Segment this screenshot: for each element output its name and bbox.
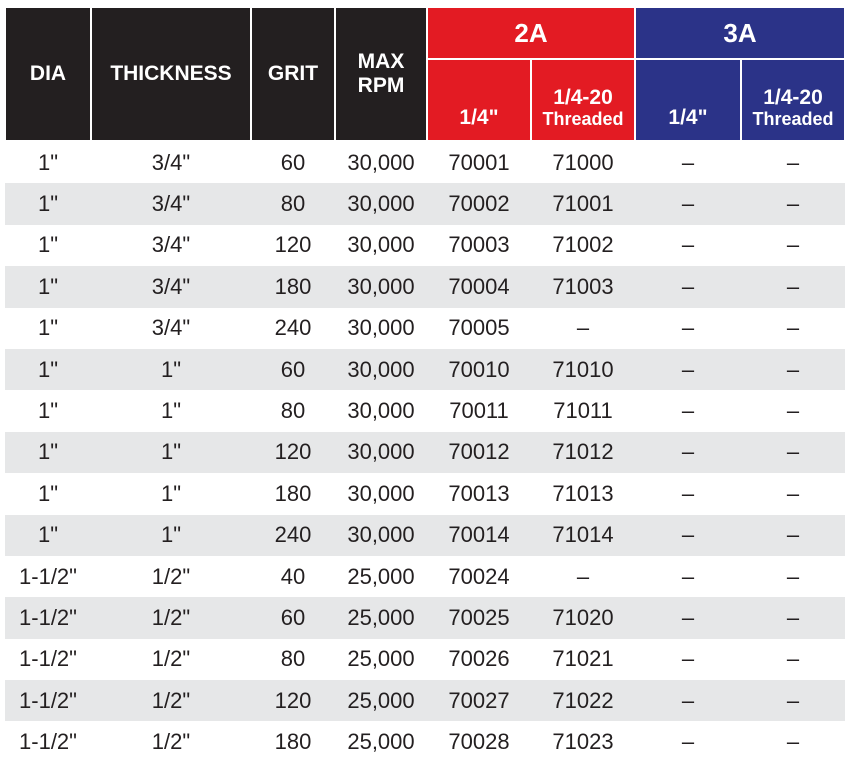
cell-2a-threaded: 71023 [531, 721, 635, 762]
header-max-rpm [335, 7, 427, 141]
cell-3a-quarter: – [635, 183, 741, 224]
cell-grit: 60 [251, 141, 335, 183]
cell-rpm: 25,000 [335, 639, 427, 680]
cell-3a-quarter: – [635, 266, 741, 307]
cell-2a-threaded: 71001 [531, 183, 635, 224]
cell-grit: 120 [251, 680, 335, 721]
cell-rpm: 30,000 [335, 266, 427, 307]
cell-thickness: 1/2" [91, 721, 251, 762]
header-thickness: THICKNESS [91, 7, 251, 141]
cell-3a-threaded: – [741, 515, 845, 556]
cell-rpm: 30,000 [335, 225, 427, 266]
cell-3a-threaded: – [741, 432, 845, 473]
cell-rpm: 25,000 [335, 597, 427, 638]
cell-3a-threaded: – [741, 556, 845, 597]
cell-grit: 60 [251, 597, 335, 638]
cell-rpm: 30,000 [335, 183, 427, 224]
cell-grit: 80 [251, 639, 335, 680]
header-2a-threaded-line2: Threaded [542, 109, 624, 129]
cell-3a-quarter: – [635, 390, 741, 431]
cell-grit: 60 [251, 349, 335, 390]
table-body [5, 141, 845, 763]
cell-rpm: 30,000 [335, 308, 427, 349]
cell-rpm: 30,000 [335, 432, 427, 473]
table-row [5, 432, 845, 473]
cell-2a-quarter: 70012 [427, 432, 531, 473]
cell-3a-quarter: – [635, 141, 741, 183]
cell-dia: 1" [5, 349, 91, 390]
cell-3a-quarter: – [635, 308, 741, 349]
cell-thickness: 1/2" [91, 597, 251, 638]
cell-2a-quarter: 70028 [427, 721, 531, 762]
cell-2a-quarter: 70026 [427, 639, 531, 680]
cell-2a-quarter: 70002 [427, 183, 531, 224]
header-dia: DIA [5, 7, 91, 141]
cell-2a-quarter: 70013 [427, 473, 531, 514]
header-max-rpm-line2: RPM [357, 74, 405, 97]
cell-3a-threaded: – [741, 597, 845, 638]
cell-dia: 1-1/2" [5, 597, 91, 638]
cell-2a-threaded: – [531, 556, 635, 597]
cell-grit: 80 [251, 390, 335, 431]
cell-2a-threaded: 71014 [531, 515, 635, 556]
cell-dia: 1" [5, 225, 91, 266]
header-3a-threaded [741, 59, 845, 141]
cell-2a-quarter: 70001 [427, 141, 531, 183]
cell-grit: 180 [251, 721, 335, 762]
header-3a-threaded-line2: Threaded [752, 109, 834, 129]
cell-2a-quarter: 70025 [427, 597, 531, 638]
cell-dia: 1" [5, 308, 91, 349]
cell-3a-quarter: – [635, 556, 741, 597]
table-row [5, 639, 845, 680]
cell-2a-threaded: 71021 [531, 639, 635, 680]
cell-dia: 1" [5, 141, 91, 183]
cell-2a-threaded: – [531, 308, 635, 349]
table-row [5, 266, 845, 307]
cell-3a-quarter: – [635, 721, 741, 762]
cell-2a-threaded: 71010 [531, 349, 635, 390]
table-row [5, 515, 845, 556]
cell-3a-quarter: – [635, 680, 741, 721]
cell-dia: 1" [5, 390, 91, 431]
cell-thickness: 3/4" [91, 183, 251, 224]
table-row [5, 390, 845, 431]
table-row [5, 680, 845, 721]
cell-dia: 1-1/2" [5, 721, 91, 762]
cell-thickness: 1" [91, 473, 251, 514]
cell-thickness: 3/4" [91, 308, 251, 349]
cell-dia: 1-1/2" [5, 639, 91, 680]
table-row [5, 225, 845, 266]
cell-grit: 240 [251, 515, 335, 556]
table-row [5, 141, 845, 183]
header-2a-threaded-line1: 1/4-20 [553, 86, 613, 109]
cell-rpm: 30,000 [335, 390, 427, 431]
cell-3a-quarter: – [635, 473, 741, 514]
cell-2a-quarter: 70005 [427, 308, 531, 349]
cell-grit: 240 [251, 308, 335, 349]
cell-dia: 1-1/2" [5, 680, 91, 721]
cell-2a-threaded: 71012 [531, 432, 635, 473]
cell-thickness: 1" [91, 432, 251, 473]
cell-dia: 1" [5, 473, 91, 514]
cell-rpm: 25,000 [335, 556, 427, 597]
cell-3a-threaded: – [741, 721, 845, 762]
cell-2a-threaded: 71020 [531, 597, 635, 638]
cell-2a-quarter: 70003 [427, 225, 531, 266]
cell-grit: 40 [251, 556, 335, 597]
cell-3a-quarter: – [635, 349, 741, 390]
cell-3a-threaded: – [741, 141, 845, 183]
cell-3a-threaded: – [741, 473, 845, 514]
product-spec-table [4, 6, 846, 763]
header-group-2a: 2A [427, 7, 635, 59]
cell-2a-quarter: 70011 [427, 390, 531, 431]
table-row [5, 597, 845, 638]
cell-rpm: 30,000 [335, 141, 427, 183]
cell-3a-threaded: – [741, 390, 845, 431]
cell-thickness: 1/2" [91, 639, 251, 680]
cell-thickness: 1" [91, 390, 251, 431]
cell-rpm: 30,000 [335, 473, 427, 514]
cell-thickness: 1" [91, 515, 251, 556]
cell-thickness: 3/4" [91, 266, 251, 307]
cell-2a-threaded: 71002 [531, 225, 635, 266]
cell-thickness: 3/4" [91, 225, 251, 266]
cell-rpm: 30,000 [335, 349, 427, 390]
cell-3a-threaded: – [741, 639, 845, 680]
cell-3a-threaded: – [741, 225, 845, 266]
table-row [5, 556, 845, 597]
cell-3a-quarter: – [635, 639, 741, 680]
cell-thickness: 1/2" [91, 680, 251, 721]
table-row [5, 308, 845, 349]
cell-3a-quarter: – [635, 515, 741, 556]
table-row [5, 349, 845, 390]
table-row [5, 473, 845, 514]
cell-3a-threaded: – [741, 349, 845, 390]
cell-3a-quarter: – [635, 597, 741, 638]
cell-dia: 1" [5, 515, 91, 556]
cell-rpm: 30,000 [335, 515, 427, 556]
cell-dia: 1" [5, 183, 91, 224]
cell-3a-threaded: – [741, 183, 845, 224]
cell-3a-threaded: – [741, 266, 845, 307]
cell-rpm: 25,000 [335, 680, 427, 721]
cell-thickness: 1/2" [91, 556, 251, 597]
cell-2a-quarter: 70004 [427, 266, 531, 307]
header-max-rpm-line1: MAX [357, 50, 405, 73]
cell-grit: 120 [251, 225, 335, 266]
cell-grit: 180 [251, 266, 335, 307]
cell-thickness: 1" [91, 349, 251, 390]
cell-grit: 180 [251, 473, 335, 514]
cell-2a-threaded: 71013 [531, 473, 635, 514]
cell-2a-quarter: 70014 [427, 515, 531, 556]
header-group-3a: 3A [635, 7, 845, 59]
cell-grit: 80 [251, 183, 335, 224]
table-header [5, 7, 845, 141]
header-grit: GRIT [251, 7, 335, 141]
cell-2a-threaded: 71000 [531, 141, 635, 183]
cell-dia: 1" [5, 432, 91, 473]
header-3a-threaded-line1: 1/4-20 [763, 86, 823, 109]
cell-dia: 1-1/2" [5, 556, 91, 597]
cell-2a-threaded: 71022 [531, 680, 635, 721]
cell-grit: 120 [251, 432, 335, 473]
header-3a-quarter: 1/4" [635, 59, 741, 141]
cell-2a-quarter: 70027 [427, 680, 531, 721]
cell-3a-quarter: – [635, 225, 741, 266]
header-2a-threaded [531, 59, 635, 141]
cell-rpm: 25,000 [335, 721, 427, 762]
cell-3a-quarter: – [635, 432, 741, 473]
table-row [5, 183, 845, 224]
cell-2a-threaded: 71003 [531, 266, 635, 307]
cell-2a-quarter: 70010 [427, 349, 531, 390]
cell-2a-threaded: 71011 [531, 390, 635, 431]
cell-dia: 1" [5, 266, 91, 307]
table-row [5, 721, 845, 762]
cell-2a-quarter: 70024 [427, 556, 531, 597]
cell-thickness: 3/4" [91, 141, 251, 183]
cell-3a-threaded: – [741, 680, 845, 721]
cell-3a-threaded: – [741, 308, 845, 349]
header-2a-quarter: 1/4" [427, 59, 531, 141]
